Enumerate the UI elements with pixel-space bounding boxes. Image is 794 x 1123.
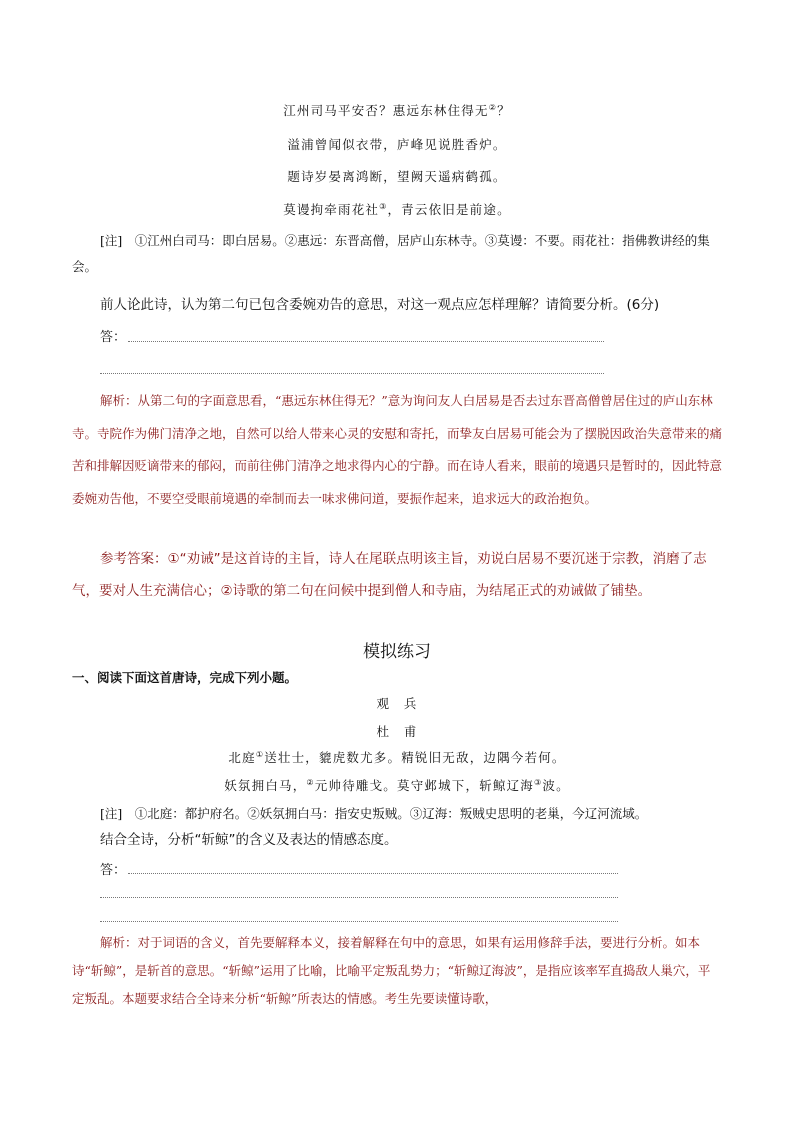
question2: 结合全诗，分析“斩鲸”的含义及表达的情感态度。: [100, 832, 398, 848]
poem1-line1: [0, 101, 794, 119]
poem1-line2: 溢浦曾闻似衣带，庐峰见说胜香炉。: [287, 137, 507, 152]
analysis2: 解析：对于词语的含义，首先要解释本义，接着解释在句中的意思，如果有运用修辞手法，要进行分析。如本诗“斩鲸”，是斩首的意思。“斩鲸”运用了比喻，比喻平定叛乱势力；“斩鲸辽海波”，是指应该率军直捣敌人巢穴，平定叛乱。本题要求结合全诗来分析“斩鲸”所表达的情感。考生先要读懂诗歌，: [72, 935, 711, 1006]
poem1-line4-end: ，青云依旧是前途。: [387, 202, 511, 217]
section-heading: 一、阅读下面这首唐诗，完成下列小题。: [72, 670, 298, 685]
poem2-title: 观 兵: [376, 696, 418, 711]
note2: [72, 801, 722, 827]
poem2-line2-middle: 元帅待雕戈。莫守邺城下，斩鲸辽海: [314, 778, 534, 793]
answer-line[interactable]: [100, 921, 618, 922]
poem1-line4-text: 莫谩拘牵雨花社: [283, 202, 380, 217]
poem1-line1-text: 江州司马平安否？惠远东林住得无: [283, 103, 489, 118]
answer-line[interactable]: [128, 873, 618, 874]
poem1-line4: [0, 200, 794, 218]
question1: 前人论此诗，认为第二句已包含委婉劝告的意思，对这一观点应怎样理解？请简要分析。(6分): [100, 297, 660, 313]
reference-answer1: 参考答案：①“劝诫”是这首诗的主旨，诗人在尾联点明该主旨，劝说白居易不要沉迷于宗教，消磨了志气，要对人生充满信心；②诗歌的第二句在问候中提到僧人和寺庙，为结尾正式的劝诫做了铺垫。: [72, 551, 707, 599]
footnote-marker: ②: [306, 777, 315, 787]
answer-line[interactable]: [100, 897, 618, 898]
answer-line[interactable]: [128, 341, 604, 342]
poem1-line1-end: ？: [497, 103, 511, 118]
poem2-line2-end: 波。: [542, 778, 570, 793]
analysis1: 解析：从第二句的字面意思看，“惠远东林住得无？”意为询问友人白居易是否去过东晋高僧曾居住过的庐山东林寺。寺院作为佛门清净之地，自然可以给人带来心灵的安慰和寄托，而挚友白居易可能会为了摆脱因政治失意带来的痛苦和排解因贬谪带来的郁闷，而前往佛门清净之地求得内心的宁静。而在诗人看来，眼前的境遇只是暂时的，因此特意委婉劝告他，不要空受眼前境遇的牵制而去一味求佛问道，要振作起来，追求远大的政治抱负。: [72, 393, 723, 506]
poem2-line2-start: 妖氛拥白马，: [224, 778, 307, 793]
footnote-marker: ③: [534, 777, 543, 787]
poem1-line3: 题诗岁晏离鸿断，望阙天遥病鹤孤。: [287, 169, 507, 184]
footnote-marker: ①: [255, 749, 265, 759]
note-label: [注]: [100, 806, 123, 821]
poem2-line1: [0, 748, 794, 766]
answer-line[interactable]: [100, 373, 604, 374]
poem2-line1-start: 北庭: [228, 750, 256, 765]
note-label: [注]: [100, 233, 123, 248]
section-title: 模拟练习: [363, 642, 431, 662]
note1: [72, 228, 722, 280]
note2-text: ①北庭：都护府名。②妖氛拥白马：指安史叛贼。③辽海：叛贼史思明的老巢，今辽河流域。: [134, 806, 648, 821]
footnote-marker: ②: [488, 102, 498, 112]
answer-label: 答：: [100, 330, 127, 345]
footnote-marker: ③: [379, 201, 388, 211]
answer-label: 答：: [100, 863, 127, 878]
poem2-author: 杜 甫: [376, 724, 418, 739]
poem2-line2: [0, 776, 794, 794]
poem2-line1-rest: 送壮士，貔虎数尤多。精锐旧无敌，边隅今若何。: [264, 750, 566, 765]
note1-text: ①江州白司马：即白居易。②惠远：东晋高僧，居庐山东林寺。③莫谩：不要。雨花社：指佛教讲经的集会。: [72, 233, 710, 274]
